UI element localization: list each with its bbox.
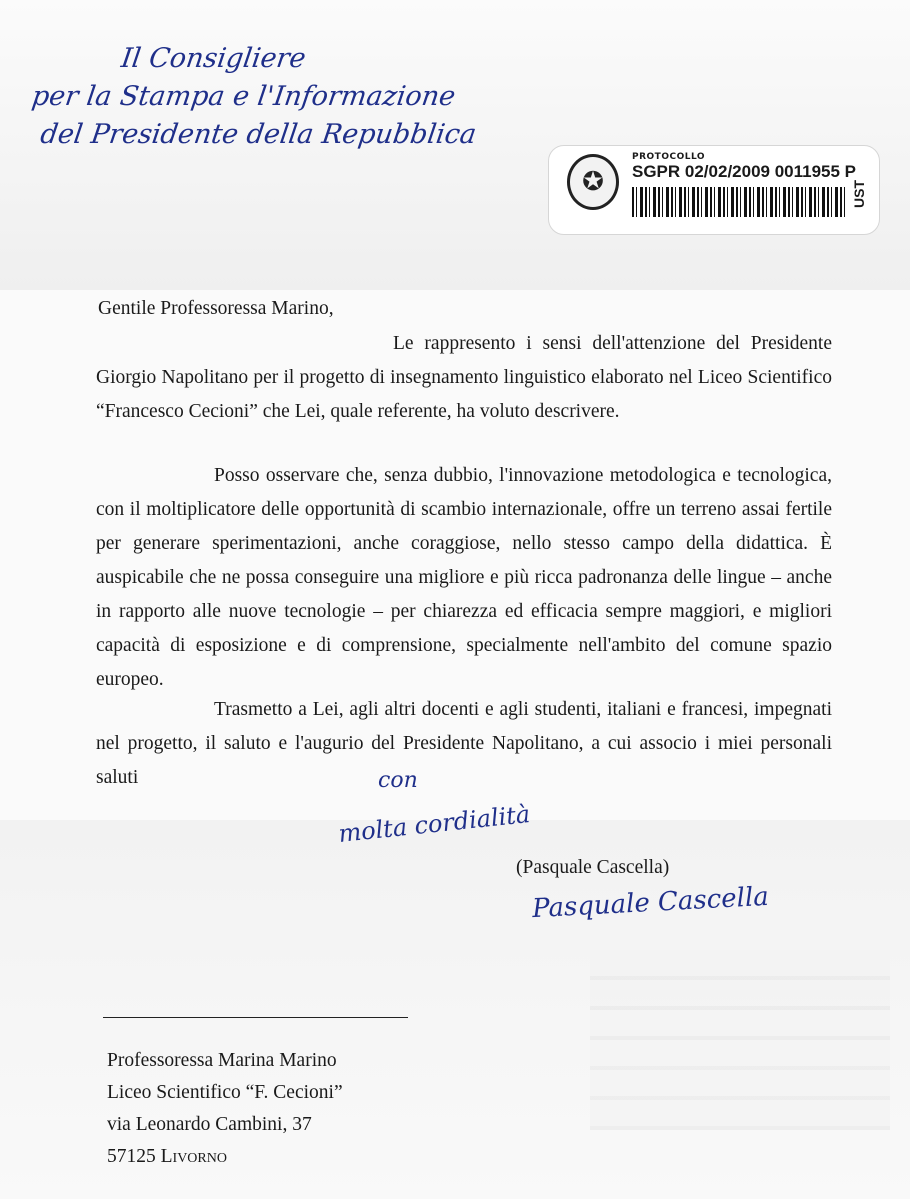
recipient-city: Livorno — [160, 1146, 227, 1167]
republic-seal-icon: ✪ — [567, 154, 619, 210]
barcode-icon — [632, 187, 845, 217]
recipient-postal-code: 57125 — [107, 1146, 156, 1167]
recipient-street: via Leonardo Cambini, 37 — [107, 1114, 312, 1135]
handwritten-signature: Pasquale Cascella — [531, 881, 770, 925]
letterhead-line-1: Il Consigliere — [119, 43, 308, 74]
recipient-city-line — [107, 1141, 343, 1173]
paragraph-1 — [96, 327, 832, 429]
protocol-label: PROTOCOLLO — [632, 152, 706, 162]
letterhead — [20, 40, 489, 154]
paragraph-3-text: Trasmetto a Lei, agli altri docenti e agli studenti, italiani e francesi, impegnati nel progetto, il saluto e l'augurio del Presidente Napolitano, a cui associo i miei personali saluti — [96, 699, 832, 788]
handwritten-cordialita: molta cordialità — [337, 800, 532, 848]
letterhead-line-3: del Presidente della Repubblica — [38, 119, 479, 150]
paragraph-3 — [96, 693, 832, 795]
protocol-sticker — [548, 145, 880, 235]
recipient-address — [107, 1045, 343, 1173]
letterhead-line-2: per la Stampa e l'Informazione — [29, 81, 458, 112]
recipient-name: Professoressa Marina Marino — [107, 1050, 337, 1071]
handwritten-con: con — [378, 768, 418, 793]
protocol-number: SGPR 02/02/2009 0011955 P — [632, 162, 857, 181]
paragraph-1-text: Le rappresento i sensi dell'attenzione del Presidente Giorgio Napolitano per il progetto di insegnamento linguistico elaborato nel Liceo Scientifico “Francesco Cecioni” che Lei, quale referente, ha voluto descrivere. — [96, 333, 832, 422]
paragraph-2 — [96, 459, 832, 697]
bleed-through-text — [590, 950, 890, 1130]
signature-name: (Pasquale Cascella) — [516, 857, 670, 878]
greeting: Gentile Professoressa Marino, — [98, 298, 334, 319]
recipient-school: Liceo Scientifico “F. Cecioni” — [107, 1082, 343, 1103]
address-divider — [103, 1017, 408, 1018]
paragraph-2-text: Posso osservare che, senza dubbio, l'innovazione metodologica e tecnologica, con il moltiplicatore delle opportunità di scambio internazionale, offre un terreno assai fertile per generare sperimentazioni, anche coraggiose, nello stesso campo della didattica. È auspicabile che ne possa conseguire una migliore e più ricca padronanza delle lingue – anche in rapporto alle nuove tecnologie – per chiarezza ed efficacia sempre maggiori, e migliori capacità di esposizione e di comprensione, specialmente nell'ambito del comune spazio europeo. — [96, 465, 832, 690]
protocol-side-code: UST — [851, 180, 867, 208]
